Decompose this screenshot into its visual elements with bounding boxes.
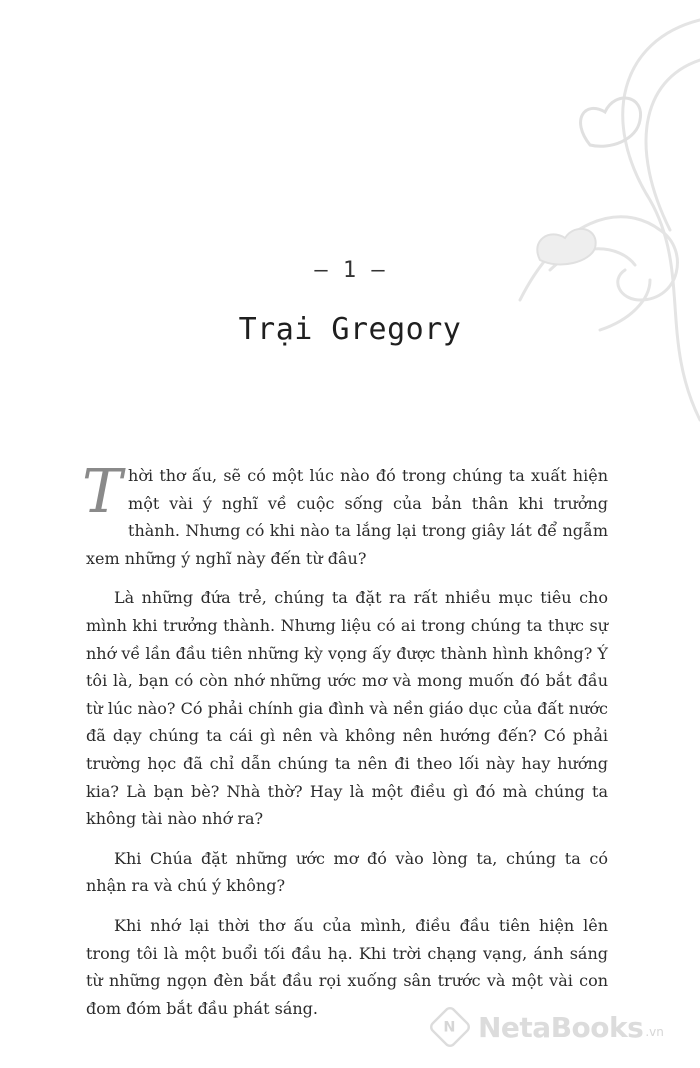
- netabooks-watermark: [430, 1005, 692, 1049]
- chapter-title: Trại Gregory: [238, 312, 462, 347]
- paragraph-1: [82, 457, 608, 572]
- chapter-body: [82, 457, 608, 1034]
- paragraph-4: Khi nhớ lại thời thơ ấu của mình, điều đầu tiên hiện lên trong tôi là một buổi tối đầu hạ. Khi trời chạng vạng, ánh sáng từ những ngọn đèn bắt đầu rọi xuống sân trước và một vài con đom đóm bắt đầu phát sáng.: [86, 915, 608, 1018]
- chapter-number: — 1 —: [314, 258, 386, 283]
- watermark-text: NetaBooks: [478, 1010, 644, 1044]
- swirl-heart-ornament: [400, 0, 700, 440]
- paragraph-1-text: hời thơ ấu, sẽ có một lúc nào đó trong chúng ta xuất hiện một vài ý nghĩ về cuộc sống của bản thân khi trưởng thành. Nhưng có khi nào ta lắng lại trong giây lát để ngẫm xem những ý nghĩ này đến từ đâu?: [86, 466, 608, 568]
- watermark-suffix: .vn: [645, 1025, 664, 1039]
- netabooks-logo-icon: N: [427, 1004, 472, 1049]
- drop-cap: T: [82, 457, 123, 527]
- paragraph-2: Là những đứa trẻ, chúng ta đặt ra rất nhiều mục tiêu cho mình khi trưởng thành. Nhưng liệu có ai trong chúng ta thực sự nhớ về lần đầu tiên những kỳ vọng ấy được thành hình không? Ý tôi là, bạn có còn nhớ những ước mơ và mong muốn đó bắt đầu từ lúc nào? Có phải chính gia đình và nền giáo dục của đất nước đã dạy chúng ta cái gì nên và không nên hướng đến? Có phải trường học đã chỉ dẫn chúng ta nên đi theo lối này hay hướng kia? Là bạn bè? Nhà thờ? Hay là một điều gì đó mà chúng ta không tài nào nhớ ra?: [86, 588, 608, 829]
- paragraph-3: Khi Chúa đặt những ước mơ đó vào lòng ta, chúng ta có nhận ra và chú ý không?: [86, 848, 608, 896]
